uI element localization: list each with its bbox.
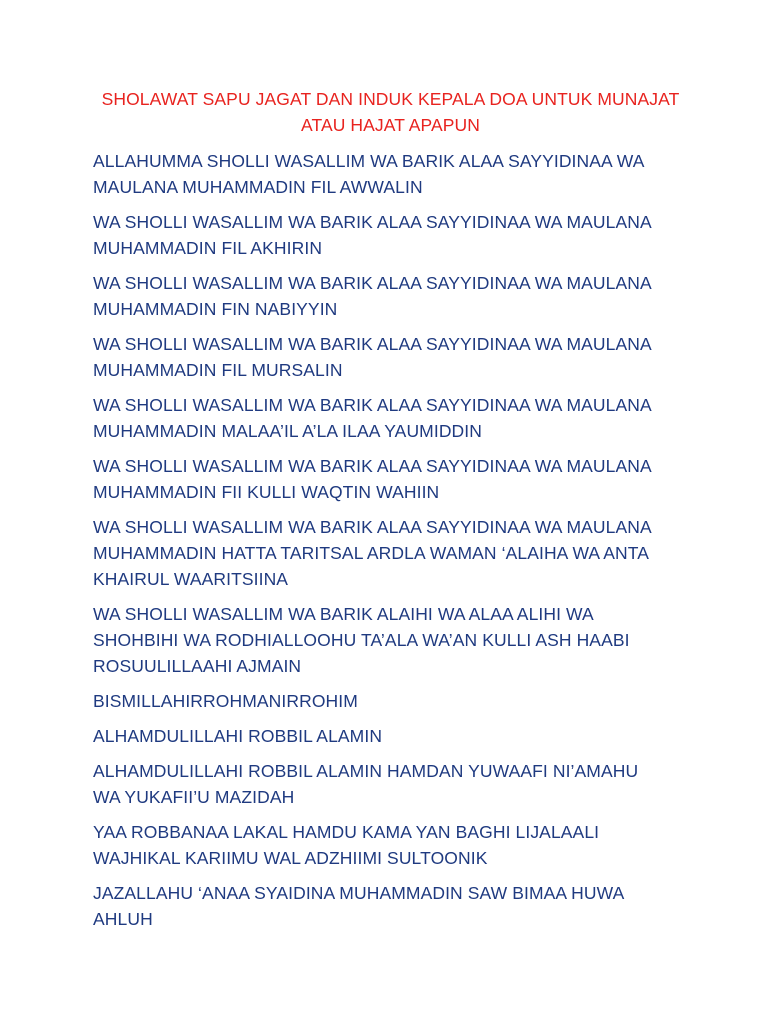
paragraph-line: WAJHIKAL KARIIMU WAL ADZHIIMI SULTOONIK	[93, 848, 488, 868]
paragraph-line: WA SHOLLI WASALLIM WA BARIK ALAA SAYYIDINAA WA MAULANA	[93, 456, 652, 476]
paragraph-line: MUHAMMADIN FII KULLI WAQTIN WAHIIN	[93, 482, 440, 502]
paragraph-line: YAA ROBBANAA LAKAL HAMDU KAMA YAN BAGHI LIJALAALI	[93, 822, 600, 842]
paragraph	[93, 270, 688, 322]
paragraph-line: WA SHOLLI WASALLIM WA BARIK ALAIHI WA ALAA ALIHI WA	[93, 604, 594, 624]
paragraph-line: WA SHOLLI WASALLIM WA BARIK ALAA SAYYIDINAA WA MAULANA	[93, 517, 652, 537]
paragraph-line: JAZALLAHU ‘ANAA SYAIDINA MUHAMMADIN SAW BIMAA HUWA	[93, 883, 625, 903]
paragraph-line: MUHAMMADIN FIL MURSALIN	[93, 360, 343, 380]
paragraph-line: ALHAMDULILLAHI ROBBIL ALAMIN HAMDAN YUWAAFI NI’AMAHU	[93, 761, 639, 781]
paragraph	[93, 601, 688, 679]
title-line: SHOLAWAT SAPU JAGAT DAN INDUK KEPALA DOA UNTUK MUNAJAT	[101, 89, 680, 109]
paragraph-line: KHAIRUL WAARITSIINA	[93, 569, 289, 589]
paragraph-line: SHOHBIHI WA RODHIALLOOHU TA’ALA WA’AN KULLI ASH HAABI	[93, 630, 630, 650]
paragraph	[93, 819, 688, 871]
paragraph-line: AHLUH	[93, 909, 153, 929]
paragraph-line: BISMILLAHIRROHMANIRROHIM	[93, 691, 358, 711]
paragraph	[93, 880, 688, 932]
paragraph	[93, 758, 688, 810]
paragraph-line: MUHAMMADIN HATTA TARITSAL ARDLA WAMAN ‘ALAIHA WA ANTA	[93, 543, 649, 563]
paragraph	[93, 723, 688, 749]
paragraph	[93, 331, 688, 383]
paragraph	[93, 148, 688, 200]
paragraph	[93, 392, 688, 444]
title-line: ATAU HAJAT APAPUN	[300, 115, 480, 135]
paragraph-line: ROSUULILLAAHI AJMAIN	[93, 656, 302, 676]
paragraph-line: WA SHOLLI WASALLIM WA BARIK ALAA SAYYIDINAA WA MAULANA	[93, 273, 652, 293]
document-title	[93, 86, 688, 138]
paragraph	[93, 453, 688, 505]
paragraph-line: ALHAMDULILLAHI ROBBIL ALAMIN	[93, 726, 383, 746]
paragraph-line: WA SHOLLI WASALLIM WA BARIK ALAA SAYYIDINAA WA MAULANA	[93, 395, 652, 415]
paragraph-line: WA SHOLLI WASALLIM WA BARIK ALAA SAYYIDINAA WA MAULANA	[93, 212, 652, 232]
paragraph-line: MUHAMMADIN MALAA’IL A’LA ILAA YAUMIDDIN	[93, 421, 482, 441]
paragraph-line: MAULANA MUHAMMADIN FIL AWWALIN	[93, 177, 423, 197]
paragraph	[93, 514, 688, 592]
paragraph	[93, 688, 688, 714]
paragraph-line: WA YUKAFII’U MAZIDAH	[93, 787, 295, 807]
paragraph	[93, 209, 688, 261]
paragraph-line: MUHAMMADIN FIN NABIYYIN	[93, 299, 338, 319]
paragraph-line: MUHAMMADIN FIL AKHIRIN	[93, 238, 323, 258]
paragraph-line: WA SHOLLI WASALLIM WA BARIK ALAA SAYYIDINAA WA MAULANA	[93, 334, 652, 354]
paragraph-line: ALLAHUMMA SHOLLI WASALLIM WA BARIK ALAA SAYYIDINAA WA	[93, 151, 645, 171]
